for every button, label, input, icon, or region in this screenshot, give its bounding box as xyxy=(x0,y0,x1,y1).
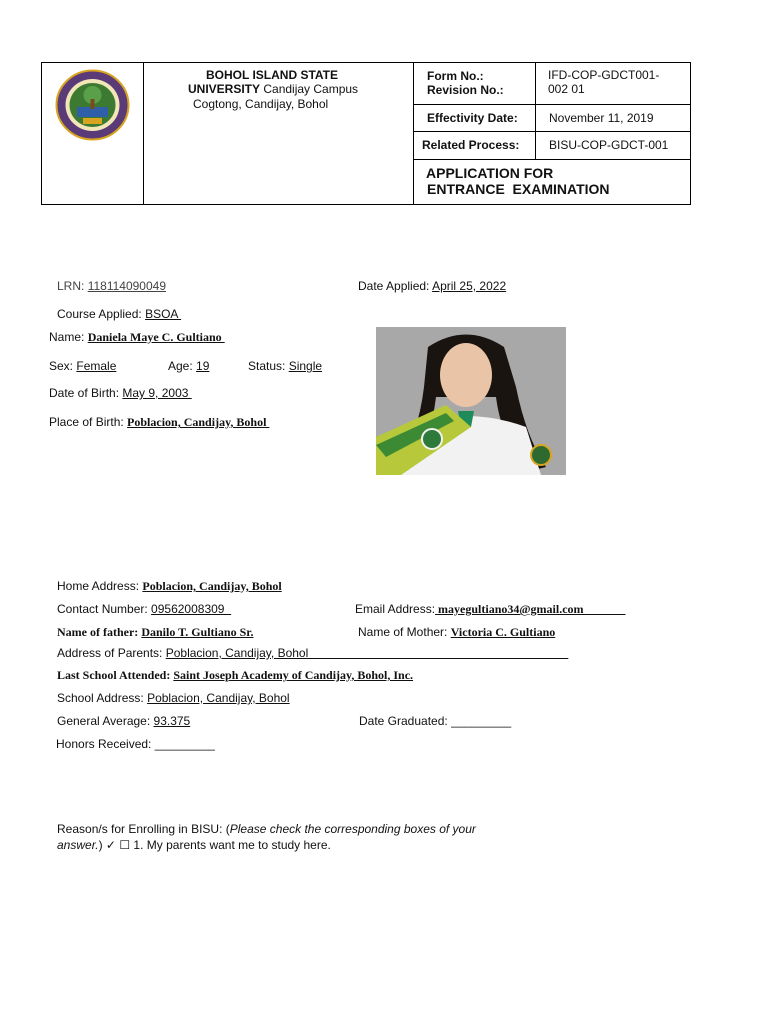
reasons-intro xyxy=(57,822,476,836)
date-graduated-field xyxy=(359,714,511,728)
school-address-label: School Address: xyxy=(57,691,148,705)
date-graduated-value: _________ xyxy=(451,714,512,728)
pob-label: Place of Birth: xyxy=(49,415,128,429)
honors-value: _________ xyxy=(154,737,215,751)
age-label: Age: xyxy=(168,359,197,373)
form-no-value: IFD-COP-GDCT001- xyxy=(548,68,660,82)
email-value: mayegultiano34@gmail.com xyxy=(435,602,626,616)
parents-address-field xyxy=(57,646,568,660)
date-graduated-label: Date Graduated: xyxy=(359,714,452,728)
father-value: Danilo T. Gultiano Sr. xyxy=(141,625,254,639)
related-process-value: BISU-COP-GDCT-001 xyxy=(549,138,669,152)
reasons-instruction: Please check the corresponding boxes of your xyxy=(229,822,476,836)
status-field xyxy=(248,359,322,373)
date-applied-value: April 25, 2022 xyxy=(432,279,507,293)
mother-value: Victoria C. Gultiano xyxy=(450,625,556,639)
checkmark-icon: ✓ xyxy=(105,838,116,852)
pob-field xyxy=(49,415,269,430)
honors-label: Honors Received: xyxy=(56,737,155,751)
school-address-value: Poblacion, Candijay, Bohol xyxy=(147,691,290,705)
university-seal-logo xyxy=(55,69,130,141)
reasons-intro-text: Reason/s for Enrolling in BISU: ( xyxy=(57,822,230,836)
course-field xyxy=(57,307,181,321)
header-divider xyxy=(143,63,144,204)
header-table xyxy=(41,62,691,205)
form-no-label: Form No.: xyxy=(427,69,484,83)
reasons-instruction-end: answer. xyxy=(57,838,99,852)
date-applied-label: Date Applied: xyxy=(358,279,433,293)
reasons-item-1 xyxy=(57,838,331,852)
email-field xyxy=(355,602,626,617)
honors-field xyxy=(56,737,215,751)
last-school-value: Saint Joseph Academy of Candijay, Bohol, Inc. xyxy=(173,668,414,682)
general-average-label: General Average: xyxy=(57,714,154,728)
lrn-label: LRN: xyxy=(57,279,88,293)
contact-number-label: Contact Number: xyxy=(57,602,152,616)
lrn-value: 118114090049 xyxy=(87,279,166,293)
pob-value: Poblacion, Candijay, Bohol xyxy=(127,415,270,429)
course-value: BSOA xyxy=(145,307,182,321)
home-address-label: Home Address: xyxy=(57,579,143,593)
revision-no-label: Revision No.: xyxy=(427,83,504,97)
age-field xyxy=(168,359,209,373)
name-value: Daniela Maye C. Gultiano xyxy=(87,330,225,344)
effectivity-label: Effectivity Date: xyxy=(427,111,518,125)
last-school-label: Last School Attended: xyxy=(57,668,174,682)
university-address: Cogtong, Candijay, Bohol xyxy=(193,97,329,111)
status-value: Single xyxy=(288,359,323,373)
age-value: 19 xyxy=(196,359,210,373)
revision-no-value: 002 01 xyxy=(548,82,585,96)
name-field xyxy=(49,330,225,345)
father-label: Name of father: xyxy=(57,625,142,639)
reason-1-text: 1. My parents want me to study here. xyxy=(130,838,331,852)
sex-value: Female xyxy=(76,359,117,373)
document-title-line2: ENTRANCE EXAMINATION xyxy=(427,181,610,197)
general-average-value: 93.375 xyxy=(153,714,191,728)
dob-value: May 9, 2003 xyxy=(122,386,192,400)
dob-field xyxy=(49,386,192,400)
sex-field xyxy=(49,359,116,373)
father-field xyxy=(57,625,253,640)
name-label: Name: xyxy=(49,330,88,344)
mother-label: Name of Mother: xyxy=(358,625,451,639)
header-divider xyxy=(413,131,690,132)
home-address-field xyxy=(57,579,282,594)
sex-label: Sex: xyxy=(49,359,77,373)
course-label: Course Applied: xyxy=(57,307,146,321)
contact-number-value: 09562008309 xyxy=(151,602,232,616)
university-name-line1: BOHOL ISLAND STATE xyxy=(206,68,338,82)
university-name-line2: UNIVERSITY Candijay Campus xyxy=(188,82,359,96)
header-divider xyxy=(413,104,690,105)
applicant-photo xyxy=(376,327,566,475)
effectivity-value: November 11, 2019 xyxy=(549,111,654,125)
parents-address-value: Poblacion, Candijay, Bohol xyxy=(165,646,569,660)
header-divider xyxy=(413,159,690,160)
lrn-field xyxy=(57,279,166,293)
home-address-value: Poblacion, Candijay, Bohol xyxy=(142,579,282,593)
document-title-line1: APPLICATION FOR xyxy=(426,165,554,181)
header-divider xyxy=(535,63,536,159)
dob-label: Date of Birth: xyxy=(49,386,123,400)
mother-field xyxy=(358,625,555,640)
status-label: Status: xyxy=(248,359,289,373)
school-address-field xyxy=(57,691,290,705)
general-average-field xyxy=(57,714,190,728)
email-label: Email Address: xyxy=(355,602,436,616)
date-applied-field xyxy=(358,279,506,293)
reasons-close-paren: ) xyxy=(98,838,106,852)
related-process-label: Related Process: xyxy=(422,138,520,152)
contact-number-field xyxy=(57,602,231,616)
last-school-field xyxy=(57,668,413,683)
checkbox-icon[interactable]: ☐ xyxy=(119,838,131,852)
parents-address-label: Address of Parents: xyxy=(57,646,166,660)
header-divider xyxy=(413,63,414,204)
